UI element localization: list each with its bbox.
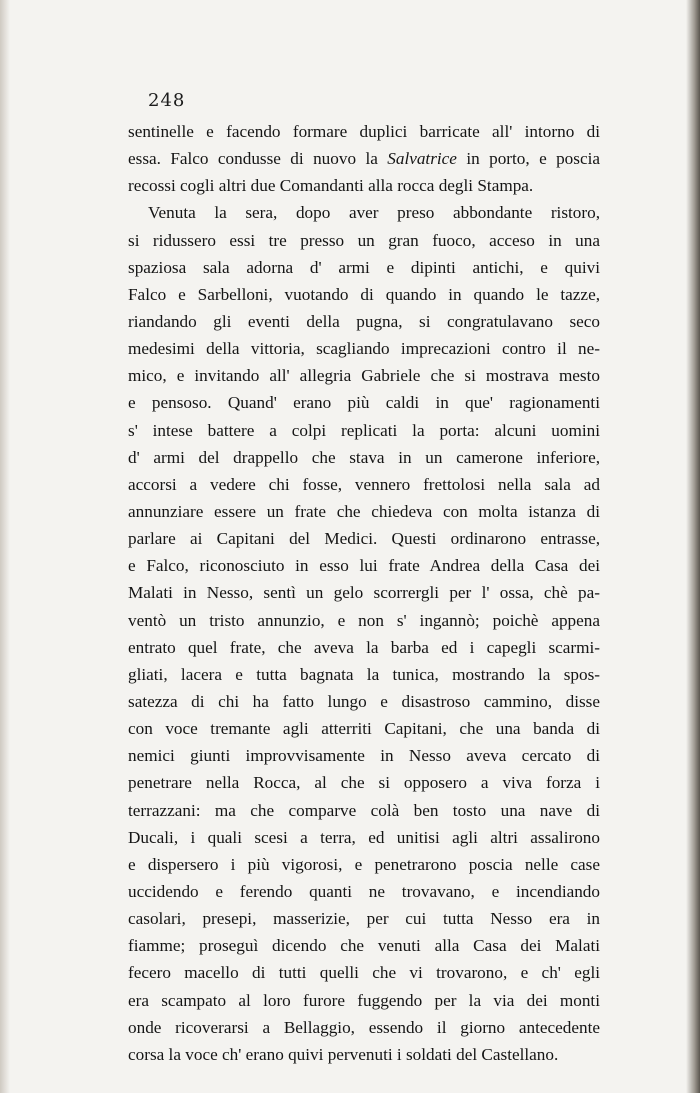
text-line-10: mico, e invitando all' allegria Gabriele che si mostrava mesto bbox=[128, 366, 600, 386]
page-left-edge-shadow bbox=[0, 0, 10, 1093]
text-line-27: Ducali, i quali scesi a terra, ed unitisi agli altri assalirono bbox=[128, 827, 600, 847]
text-line-24: nemici giunti improvvisamente in Nesso aveva cercato di bbox=[128, 746, 600, 766]
text-line-33: era scampato al loro furore fuggendo per la via dei monti bbox=[128, 990, 600, 1010]
text-line-20: entrato quel frate, che aveva la barba ed i capegli scarmi- bbox=[128, 637, 600, 657]
text-line-25: penetrare nella Rocca, al che si opposero a viva forza i bbox=[128, 773, 600, 793]
text-line-29: uccidendo e ferendo quanti ne trovavano, e incendiando bbox=[128, 881, 600, 901]
text-line-18: Malati in Nesso, sentì un gelo scorrergli per l' ossa, chè pa- bbox=[128, 583, 600, 603]
text-line-13: d' armi del drappello che stava in un camerone inferiore, bbox=[128, 447, 600, 467]
text-line-2: essa. Falco condusse di nuovo la Salvatrice in porto, e poscia bbox=[128, 149, 601, 169]
text-line-6: spaziosa sala adorna d' armi e dipinti antichi, e quivi bbox=[128, 257, 600, 277]
text-line-32: fecero macello di tutti quelli che vi trovarono, e ch' egli bbox=[128, 963, 600, 983]
text-line-9: medesimi della vittoria, scagliando imprecazioni contro il ne- bbox=[128, 339, 600, 359]
page-right-edge-shadow bbox=[686, 0, 700, 1093]
text-line-5: si ridussero essi tre presso un gran fuoco, acceso in una bbox=[128, 230, 600, 250]
text-line-7: Falco e Sarbelloni, vuotando di quando in quando le tazze, bbox=[128, 284, 600, 304]
text-line-21: gliati, lacera e tutta bagnata la tunica, mostrando la spos- bbox=[128, 664, 600, 684]
page-number: 248 bbox=[148, 90, 186, 111]
ship-name: Salvatrice bbox=[387, 149, 457, 169]
text-line-11: e pensoso. Quand' erano più caldi in que' ragionamenti bbox=[128, 393, 600, 413]
text-line-12: s' intese battere a colpi replicati la porta: alcuni uomini bbox=[128, 420, 600, 440]
body-text bbox=[128, 118, 600, 1068]
text-line-4: Venuta la sera, dopo aver preso abbondante ristoro, bbox=[148, 203, 600, 223]
text-line-28: e dispersero i più vigorosi, e penetrarono poscia nelle case bbox=[128, 854, 600, 874]
text-line-1: sentinelle e facendo formare duplici barricate all' intorno di bbox=[128, 122, 600, 141]
text-line-3: recossi cogli altri due Comandanti alla rocca degli Stampa. bbox=[128, 176, 534, 196]
text-line-23: con voce tremante agli atterriti Capitani, che una banda di bbox=[128, 719, 600, 739]
text-line-35: corsa la voce ch' erano quivi pervenuti i soldati del Castellano. bbox=[128, 1044, 559, 1064]
text-line-31: fiamme; proseguì dicendo che venuti alla Casa dei Malati bbox=[128, 936, 600, 956]
text-line-34: onde ricoverarsi a Bellaggio, essendo il giorno antecedente bbox=[128, 1017, 600, 1037]
text-line-17: e Falco, riconosciuto in esso lui frate Andrea della Casa dei bbox=[128, 556, 600, 576]
text-line-30: casolari, presepi, masserizie, per cui tutta Nesso era in bbox=[128, 909, 600, 929]
text-line-26: terrazzani: ma che comparve colà ben tosto una nave di bbox=[128, 800, 600, 820]
text-line-8: riandando gli eventi della pugna, si congratulavano seco bbox=[128, 311, 600, 331]
text-line-19: ventò un tristo annunzio, e non s' ingannò; poichè appena bbox=[128, 610, 600, 630]
text-line-15: annunziare essere un frate che chiedeva con molta istanza di bbox=[128, 501, 600, 521]
text-line-14: accorsi a vedere chi fosse, vennero frettolosi nella sala ad bbox=[128, 474, 600, 494]
text-line-16: parlare ai Capitani del Medici. Questi ordinarono entrasse, bbox=[128, 529, 600, 549]
text-line-22: satezza di chi ha fatto lungo e disastroso cammino, disse bbox=[128, 691, 600, 711]
